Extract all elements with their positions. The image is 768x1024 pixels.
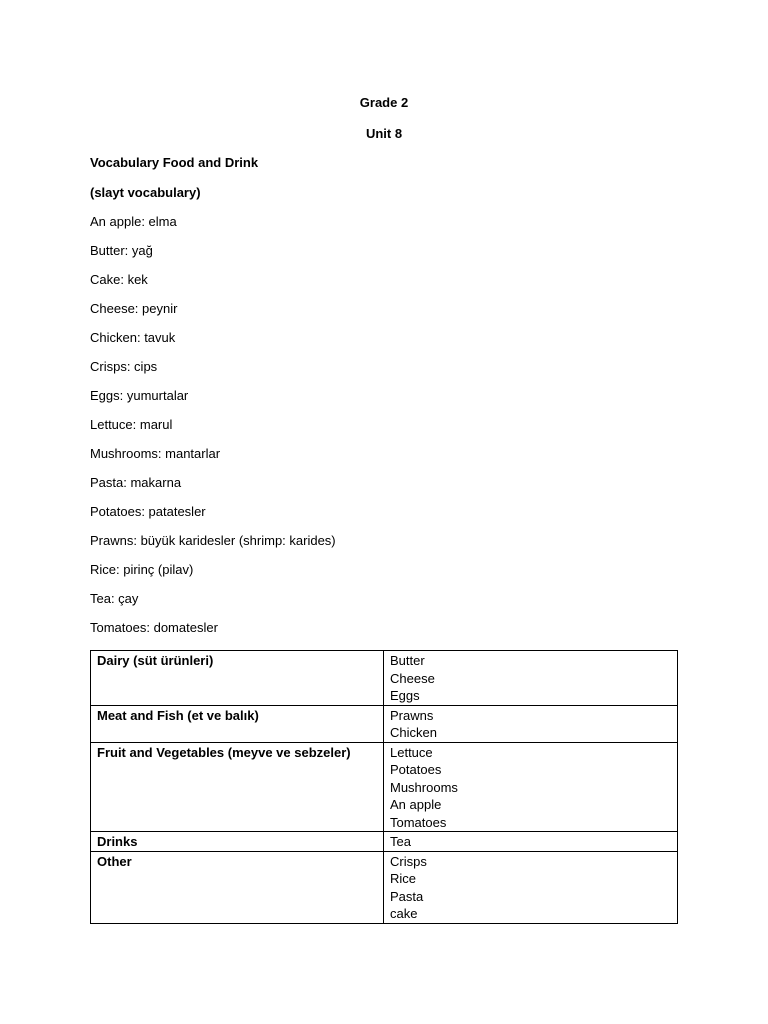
items-cell — [384, 651, 678, 706]
vocab-item: Crisps: cips — [90, 359, 158, 374]
vocab-item: Tomatoes: domatesler — [90, 620, 218, 635]
vocab-item: Tea: çay — [90, 591, 139, 606]
food-item: Lettuce — [390, 744, 433, 760]
table-row — [91, 651, 678, 706]
table-row — [91, 705, 678, 742]
vocab-item: Pasta: makarna — [90, 475, 182, 490]
table-row — [91, 851, 678, 923]
vocab-item: Eggs: yumurtalar — [90, 388, 189, 403]
food-item: Tomatoes — [390, 814, 447, 830]
food-item: Prawns — [390, 707, 434, 723]
items-cell — [384, 832, 678, 852]
food-item: Rice — [390, 871, 417, 886]
vocab-item: Butter: yağ — [90, 243, 153, 258]
food-item: Crisps — [390, 853, 427, 869]
food-item: Cheese — [390, 670, 435, 686]
category-cell: Meat and Fish (et ve balık) — [91, 705, 384, 742]
vocab-item: Potatoes: patatesler — [90, 504, 206, 519]
vocab-item: Cheese: peynir — [90, 301, 178, 316]
vocab-item: An apple: elma — [90, 214, 177, 229]
food-item: An apple — [390, 797, 442, 812]
food-item: Eggs — [390, 688, 420, 703]
table-row — [91, 742, 678, 832]
slide-note-heading: (slayt vocabulary) — [90, 185, 201, 200]
items-cell — [384, 742, 678, 832]
grade-title: Grade 2 — [359, 95, 409, 110]
vocab-item: Lettuce: marul — [90, 417, 173, 432]
vocab-item: Chicken: tavuk — [90, 330, 176, 345]
vocab-item: Cake: kek — [90, 272, 148, 287]
food-item: Tea — [390, 834, 411, 849]
food-item: Potatoes — [390, 762, 442, 777]
food-item: Mushrooms — [390, 779, 458, 795]
items-cell — [384, 705, 678, 742]
category-cell: Other — [91, 851, 384, 923]
vocab-item: Mushrooms: mantarlar — [90, 446, 221, 461]
vocabulary-list — [90, 214, 336, 649]
vocabulary-heading: Vocabulary Food and Drink — [90, 155, 259, 170]
items-cell — [384, 851, 678, 923]
food-item: cake — [390, 906, 418, 921]
food-item: Chicken — [390, 725, 437, 740]
food-category-table — [90, 650, 678, 924]
category-cell: Drinks — [91, 832, 384, 852]
unit-title: Unit 8 — [365, 126, 403, 141]
food-item: Pasta — [390, 888, 424, 904]
table-row — [91, 832, 678, 852]
category-cell: Fruit and Vegetables (meyve ve sebzeler) — [91, 742, 384, 832]
vocab-item: Prawns: büyük karidesler (shrimp: karides) — [90, 533, 336, 548]
category-cell: Dairy (süt ürünleri) — [91, 651, 384, 706]
vocab-item: Rice: pirinç (pilav) — [90, 562, 194, 577]
food-item: Butter — [390, 653, 425, 668]
